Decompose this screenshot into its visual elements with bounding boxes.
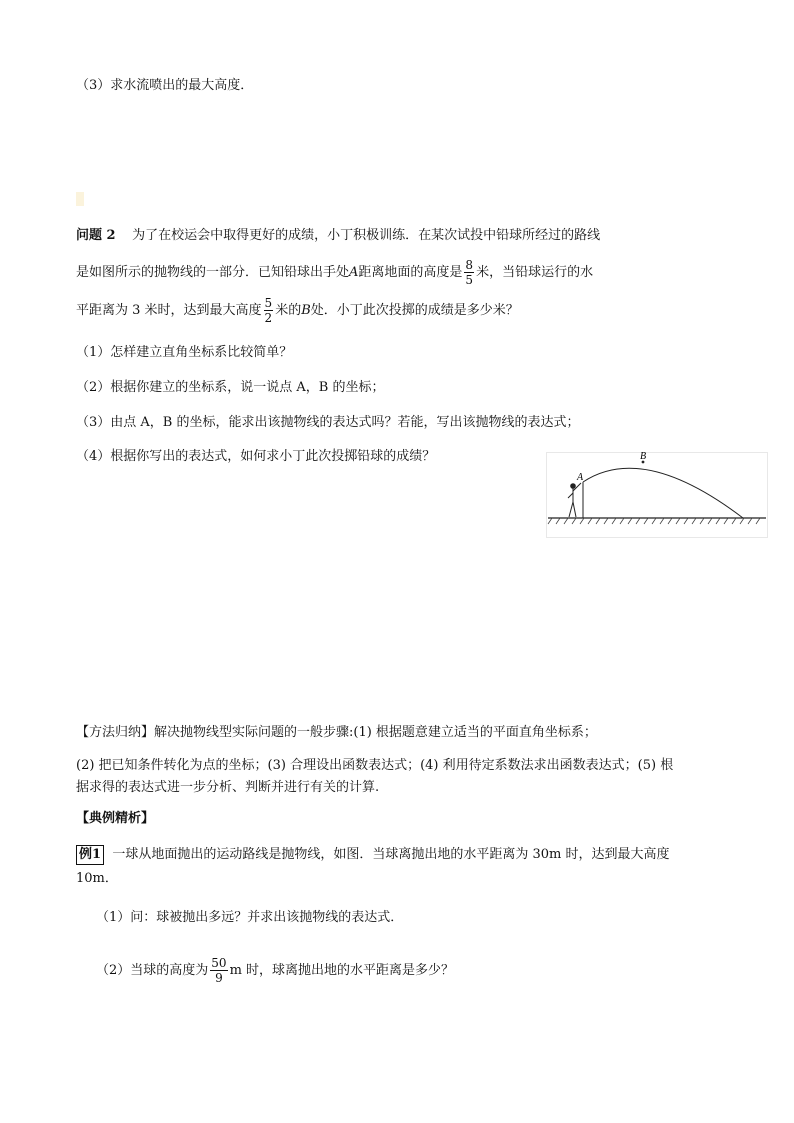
problem2-line2 (76, 258, 593, 287)
problem2-label: 问题 2 (76, 228, 116, 243)
problem2-text3b: 米的 (275, 303, 302, 318)
problem2-text2b: 距离地面的高度是 (358, 265, 463, 280)
example1-line1 (76, 845, 669, 865)
fraction-eight-fifths: $\frac{8}{5}$ (465, 258, 474, 287)
example1-text1: 一球从地面抛出的运动路线是抛物线，如图．当球离抛出地的水平距离为 30m 时，达到最大高度 (112, 847, 670, 862)
example1-question1: （1）问：球被抛出多远？并求出该抛物线的表达式． (96, 910, 404, 925)
shot-put-figure (546, 452, 768, 538)
example1-question2 (96, 956, 454, 985)
problem2-line1 (76, 226, 600, 246)
problem2-sub4: （4）根据你写出的表达式，如何求小丁此次投掷铅球的成绩？ (76, 449, 436, 464)
fraction-fifty-ninths: $\frac{50}{9}$ (211, 956, 227, 985)
problem2-text3c: 处．小丁此次投掷的成绩是多少米？ (310, 303, 519, 318)
problem2-text1: 为了在校运会中取得更好的成绩，小丁积极训练．在某次试投中铅球所经过的路线 (132, 228, 601, 243)
method-summary-line3: 据求得的表达式进一步分析、判断并进行有关的计算. (76, 780, 380, 795)
problem2-sub2: （2）根据你建立的坐标系，说一说点 A，B 的坐标； (76, 380, 385, 395)
method-summary-line2: (2) 把已知条件转化为点的坐标；(3) 合理设出函数表达式；(4) 利用待定系数法求出函数表达式；(5) 根 (76, 758, 674, 773)
problem2-sub1: （1）怎样建立直角坐标系比较简单？ (76, 345, 293, 360)
problem2-sub3: （3）由点 A，B 的坐标，能求出该抛物线的表达式吗？若能，写出该抛物线的表达式； (76, 415, 580, 430)
figure-label-b: B (640, 452, 647, 462)
parabola-path (583, 468, 743, 518)
question-3-max-height: （3）求水流喷出的最大高度． (76, 78, 254, 93)
highlight-marker (76, 192, 84, 206)
problem2-line3 (76, 296, 519, 325)
example1-q2-text-b: m 时，球离抛出地的水平距离是多少？ (229, 963, 455, 978)
figure-label-a: A (577, 472, 584, 483)
examples-heading: 【典例精析】 (76, 811, 155, 826)
problem2-text3a: 平距离为 3 米时，达到最大高度 (76, 303, 262, 318)
ground-hatching (548, 518, 760, 524)
fraction-five-halves: $\frac{5}{2}$ (264, 296, 273, 325)
point-b: B (301, 303, 311, 318)
thrower-figure (568, 483, 581, 517)
problem2-text2c: 米，当铅球运行的水 (476, 265, 594, 280)
example1-q2-text-a: （2）当球的高度为 (96, 963, 209, 978)
example1-line2: 10m． (76, 871, 118, 886)
example1-label: 例1 (76, 845, 104, 865)
problem2-text2a: 是如图所示的抛物线的一部分．已知铅球出手处 (76, 265, 350, 280)
point-a: A (349, 265, 359, 280)
method-summary-line1: 【方法归纳】解决抛物线型实际问题的一般步骤:(1) 根据题意建立适当的平面直角坐标系； (76, 725, 597, 740)
